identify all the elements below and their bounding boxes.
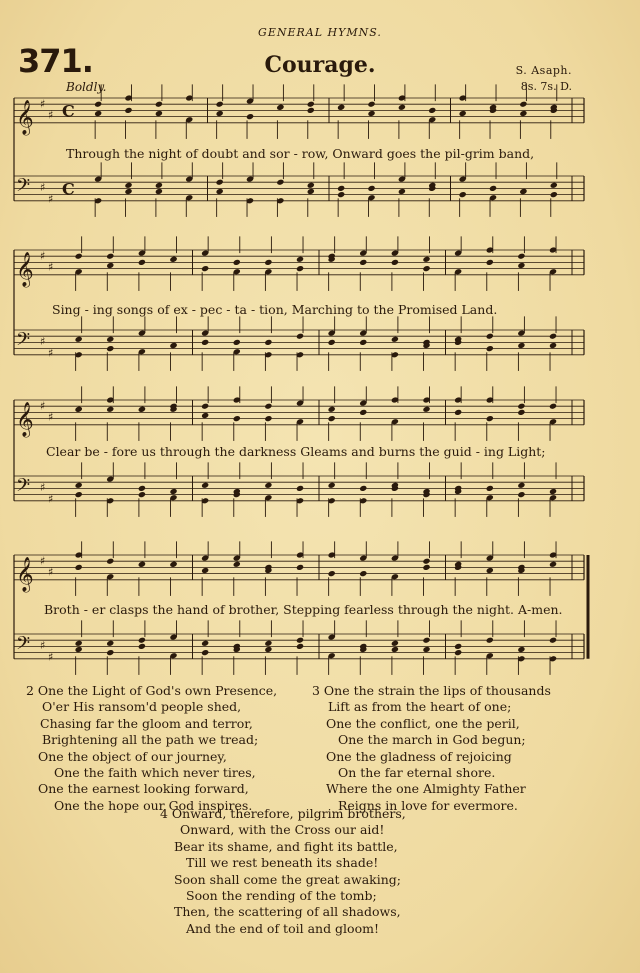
note-head: [391, 336, 399, 343]
note-head: [296, 256, 304, 263]
note-head: [233, 339, 241, 346]
note-head: [75, 646, 83, 653]
note-head: [398, 188, 406, 195]
note-head: [549, 342, 557, 349]
note-head: [201, 403, 209, 410]
note-head: [519, 101, 527, 108]
note-head: [328, 339, 336, 346]
note-head: [307, 188, 315, 195]
note-head: [264, 482, 272, 489]
note-head: [422, 558, 430, 565]
note-head: [489, 185, 497, 192]
verse-line: One the earnest looking forward,: [38, 781, 249, 797]
note-head: [517, 491, 525, 498]
note-head: [216, 179, 224, 186]
note-head: [519, 110, 527, 117]
note-head: [550, 191, 558, 198]
note-head: [169, 561, 177, 568]
note-head: [233, 415, 241, 422]
sharp-icon: ♯: [40, 554, 46, 568]
verse-2: [26, 683, 277, 814]
sharp-icon: ♯: [40, 249, 46, 263]
note-head: [422, 406, 430, 413]
note-head: [264, 415, 272, 422]
note-head: [328, 415, 336, 422]
composer-credit: S. Asaph.: [515, 64, 572, 77]
treble-clef-icon: 𝄞: [16, 556, 34, 592]
note-head: [201, 482, 209, 489]
note-head: [296, 564, 304, 571]
note-head: [486, 415, 494, 422]
note-head: [328, 406, 336, 413]
note-head: [328, 482, 336, 489]
note-head: [454, 643, 462, 650]
note-head: [201, 649, 209, 656]
note-head: [75, 640, 83, 647]
note-head: [75, 482, 83, 489]
note-head: [296, 485, 304, 492]
note-head: [391, 646, 399, 653]
note-head: [169, 488, 177, 495]
verse-line: Till we rest beneath its shade!: [186, 855, 379, 871]
note-head: [549, 488, 557, 495]
note-head: [517, 646, 525, 653]
sharp-icon: ♯: [48, 650, 54, 664]
time-signature-icon: C: [62, 101, 75, 121]
note-head: [398, 104, 406, 111]
verse-line: Onward, with the Cross our aid!: [180, 822, 385, 838]
note-head: [216, 101, 224, 108]
note-head: [106, 345, 114, 352]
note-head: [201, 567, 209, 574]
note-head: [264, 403, 272, 410]
note-head: [296, 637, 304, 644]
note-head: [138, 561, 146, 568]
sharp-icon: ♯: [40, 181, 46, 195]
bass-clef-icon: 𝄢: [16, 633, 31, 659]
note-head: [106, 336, 114, 343]
note-head: [422, 646, 430, 653]
note-head: [549, 561, 557, 568]
treble-clef-icon: 𝄞: [16, 401, 34, 437]
treble-clef-icon: 𝄞: [16, 251, 34, 287]
note-head: [359, 259, 367, 266]
note-head: [517, 262, 525, 269]
note-head: [367, 110, 375, 117]
note-head: [359, 570, 367, 577]
note-head: [106, 253, 114, 260]
note-head: [246, 113, 254, 120]
note-head: [337, 191, 345, 198]
note-head: [517, 403, 525, 410]
verse-line: Lift as from the heart of one;: [328, 699, 512, 715]
verse-line: Where the one Almighty Father: [326, 781, 526, 797]
sharp-icon: ♯: [40, 399, 46, 413]
verse-line: Soon shall come the great awaking;: [174, 871, 401, 887]
note-head: [216, 110, 224, 117]
tempo-marking: Boldly.: [66, 80, 107, 94]
note-head: [359, 485, 367, 492]
note-head: [75, 491, 83, 498]
note-head: [367, 185, 375, 192]
verse-line: One the gladness of rejoicing: [326, 748, 512, 764]
note-head: [75, 336, 83, 343]
note-head: [264, 339, 272, 346]
note-head: [138, 406, 146, 413]
note-head: [138, 643, 146, 650]
note-head: [549, 333, 557, 340]
note-head: [75, 253, 83, 260]
note-head: [328, 570, 336, 577]
verse-line: 4 Onward, therefore, pilgrim brothers,: [160, 806, 406, 821]
note-head: [155, 110, 163, 117]
note-head: [486, 345, 494, 352]
note-head: [517, 482, 525, 489]
verse-line: Soon the rending of the tomb;: [186, 888, 377, 904]
note-head: [138, 259, 146, 266]
note-head: [486, 485, 494, 492]
note-head: [459, 191, 467, 198]
note-head: [307, 182, 315, 189]
bass-clef-icon: 𝄢: [16, 475, 31, 501]
sharp-icon: ♯: [48, 108, 54, 122]
verse-line: 2 One the Light of God's own Presence,: [26, 683, 278, 698]
sharp-icon: ♯: [40, 97, 46, 111]
verse-line: 3 One the strain the lips of thousands: [312, 683, 551, 698]
note-head: [124, 107, 132, 114]
note-head: [106, 649, 114, 656]
note-head: [391, 259, 399, 266]
sharp-icon: ♯: [48, 492, 54, 506]
note-head: [296, 643, 304, 650]
note-head: [138, 485, 146, 492]
sharp-icon: ♯: [40, 639, 46, 653]
note-head: [264, 646, 272, 653]
note-head: [276, 104, 284, 111]
bass-clef-icon: 𝄢: [16, 175, 31, 201]
note-head: [519, 188, 527, 195]
hymn-number: 371.: [18, 42, 93, 80]
time-signature-icon: C: [62, 179, 75, 199]
note-head: [337, 104, 345, 111]
note-head: [486, 567, 494, 574]
note-head: [201, 265, 209, 272]
verse-line: One the object of our journey,: [38, 748, 227, 764]
note-head: [486, 333, 494, 340]
note-head: [106, 262, 114, 269]
note-head: [169, 256, 177, 263]
meter-label: 8s. 7s. D.: [520, 80, 572, 93]
sharp-icon: ♯: [48, 410, 54, 424]
note-head: [264, 259, 272, 266]
sharp-icon: ♯: [48, 260, 54, 274]
note-head: [124, 182, 132, 189]
note-head: [422, 637, 430, 644]
note-head: [201, 412, 209, 419]
verse-line: Bear its shame, and fight its battle,: [174, 838, 398, 854]
lyric-line-1: Through the night of doubt and sor - row, Onward goes the pil-grim band,: [66, 146, 535, 161]
sharp-icon: ♯: [48, 565, 54, 579]
note-head: [201, 339, 209, 346]
running-header: GENERAL HYMNS.: [258, 26, 382, 39]
note-head: [155, 182, 163, 189]
note-head: [428, 107, 436, 114]
note-head: [276, 179, 284, 186]
note-head: [216, 188, 224, 195]
sharp-icon: ♯: [40, 481, 46, 495]
note-head: [307, 107, 315, 114]
note-head: [138, 637, 146, 644]
lyric-line-4: Broth - er clasps the hand of brother, Stepping fearless through the night. A-men.: [44, 602, 563, 617]
verse-line: Reigns in love for evermore.: [338, 797, 518, 813]
verse-line: One the hope our God inspires.: [54, 797, 253, 813]
note-head: [307, 101, 315, 108]
note-head: [549, 403, 557, 410]
note-head: [391, 640, 399, 647]
sharp-icon: ♯: [48, 192, 54, 206]
note-head: [550, 182, 558, 189]
sharp-icon: ♯: [48, 346, 54, 360]
verse-line: O'er His ransom'd people shed,: [42, 699, 242, 715]
note-head: [124, 188, 132, 195]
verse-line: Then, the scattering of all shadows,: [174, 904, 401, 920]
bass-clef-icon: 𝄢: [16, 329, 31, 355]
note-head: [94, 110, 102, 117]
note-head: [106, 558, 114, 565]
note-head: [454, 409, 462, 416]
note-head: [517, 253, 525, 260]
note-head: [422, 564, 430, 571]
note-head: [486, 259, 494, 266]
note-head: [264, 640, 272, 647]
note-head: [486, 637, 494, 644]
note-head: [422, 256, 430, 263]
note-head: [296, 333, 304, 340]
note-head: [233, 259, 241, 266]
sharp-icon: ♯: [40, 335, 46, 349]
note-head: [106, 406, 114, 413]
note-head: [359, 409, 367, 416]
note-head: [359, 339, 367, 346]
note-head: [367, 101, 375, 108]
note-head: [201, 640, 209, 647]
note-head: [454, 649, 462, 656]
verse-3: [312, 683, 551, 814]
verse-line: Brightening all the path we tread;: [42, 732, 259, 748]
note-head: [138, 491, 146, 498]
verse-4: [160, 806, 406, 937]
note-head: [169, 342, 177, 349]
note-head: [106, 640, 114, 647]
note-head: [459, 110, 467, 117]
lyric-line-3: Clear be - fore us through the darkness Gleams and burns the guid - ing Light;: [46, 444, 546, 459]
note-head: [517, 342, 525, 349]
note-head: [296, 265, 304, 272]
verse-line: Chasing far the gloom and terror,: [40, 715, 253, 731]
verse-line: One the conflict, one the peril,: [326, 715, 520, 731]
note-head: [517, 409, 525, 416]
hymn-title: Courage.: [264, 52, 376, 78]
verse-line: One the march in God begun;: [338, 732, 526, 748]
note-head: [233, 561, 241, 568]
verse-line: One the faith which never tires,: [54, 765, 256, 781]
note-head: [75, 406, 83, 413]
treble-clef-icon: 𝄞: [16, 99, 34, 135]
note-head: [422, 265, 430, 272]
note-head: [155, 101, 163, 108]
lyric-line-2: Sing - ing songs of ex - pec - ta - tion, Marching to the Promised Land.: [52, 302, 498, 317]
note-head: [155, 188, 163, 195]
note-head: [549, 637, 557, 644]
verse-line: And the end of toil and gloom!: [186, 920, 379, 936]
note-head: [94, 101, 102, 108]
note-head: [337, 185, 345, 192]
note-head: [75, 564, 83, 571]
verse-line: On the far eternal shore.: [338, 765, 496, 781]
